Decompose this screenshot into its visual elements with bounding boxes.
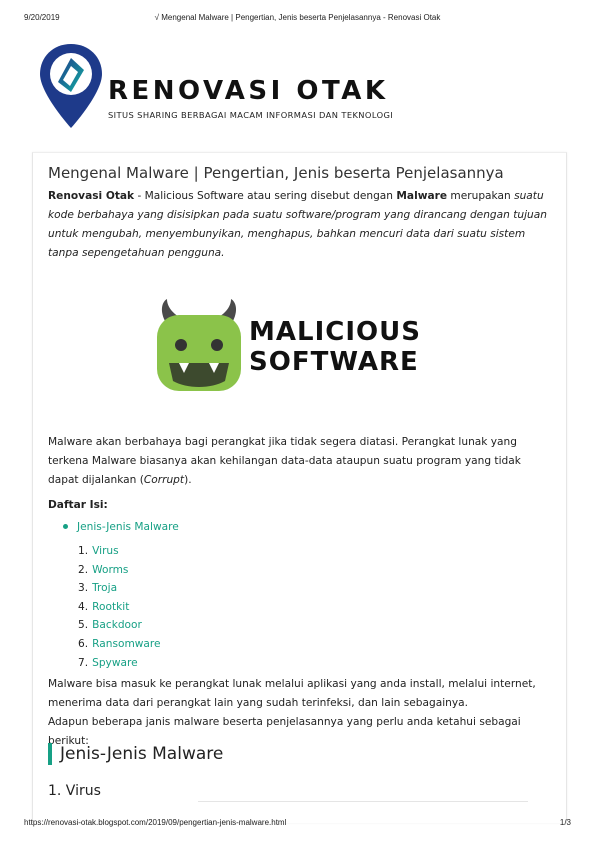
toc-item[interactable] bbox=[78, 635, 161, 654]
section-heading: Jenis-Jenis Malware bbox=[48, 743, 223, 765]
print-date: 9/20/2019 bbox=[24, 13, 60, 22]
toc-item[interactable] bbox=[78, 654, 161, 673]
paragraph-entry: Malware bisa masuk ke perangkat lunak melalui aplikasi yang anda install, melalui internet, menerima data dari perangkat lain yang sudah terinfeksi, dan lain sebagainya. bbox=[48, 678, 536, 709]
malware-term: Malware bbox=[396, 190, 448, 202]
brand-text: Renovasi Otak bbox=[48, 190, 135, 202]
site-tagline: SITUS SHARING BERBAGAI MACAM INFORMASI DAN TEKNOLOGI bbox=[108, 110, 394, 120]
toc-number: 5. bbox=[78, 619, 89, 632]
post-title: Mengenal Malware | Pengertian, Jenis beserta Penjelasannya bbox=[48, 164, 504, 182]
intro-text-1: - Malicious Software atau sering disebut dengan bbox=[134, 190, 397, 202]
paragraph-danger bbox=[48, 433, 553, 490]
toc-link-virus[interactable]: Virus bbox=[92, 545, 119, 557]
toc-item[interactable] bbox=[78, 616, 161, 635]
toc-item[interactable] bbox=[78, 561, 161, 580]
toc-item[interactable] bbox=[78, 598, 161, 617]
toc-link-worms[interactable]: Worms bbox=[92, 563, 129, 576]
intro-paragraph bbox=[48, 187, 548, 263]
toc-link-spyware[interactable]: Spyware bbox=[92, 656, 138, 669]
corrupt-italic: Corrupt bbox=[143, 474, 185, 486]
paragraph-danger-end: ). bbox=[184, 474, 192, 486]
toc-link-troja[interactable]: Troja bbox=[92, 582, 118, 595]
print-page-number: 1/3 bbox=[559, 818, 571, 827]
intro-italic: suatu kode berbahaya yang disisipkan pada suatu software/program yang dirancang dengan tujuan untuk mengubah, menyembunyikan, menghapus, bahkan mencuri data dari suatu sistem tanpa sepengetahuan pengguna. bbox=[48, 190, 547, 259]
toc-section-link[interactable] bbox=[63, 521, 179, 533]
print-url: https://renovasi-otak.blogspot.com/2019/09/pengertian-jenis-malware.html bbox=[24, 818, 287, 827]
toc-number: 4. bbox=[78, 600, 89, 613]
site-name: RENOVASI OTAK bbox=[108, 76, 389, 106]
toc-list bbox=[78, 542, 161, 672]
location-pin-logo-icon bbox=[38, 42, 104, 130]
toc-item[interactable] bbox=[78, 579, 161, 598]
toc-number: 2. bbox=[78, 563, 89, 576]
toc-title: Daftar Isi: bbox=[48, 499, 108, 511]
hero-line-2: SOFTWARE bbox=[249, 347, 419, 377]
article-card bbox=[32, 152, 567, 823]
toc-link-ransomware[interactable]: Ransomware bbox=[92, 637, 161, 650]
divider bbox=[198, 801, 528, 802]
hero-image bbox=[151, 299, 451, 399]
toc-number: 3. bbox=[78, 582, 89, 595]
toc-section-label[interactable]: Jenis-Jenis Malware bbox=[77, 521, 179, 533]
toc-link-backdoor[interactable]: Backdoor bbox=[92, 619, 142, 632]
bullet-icon bbox=[63, 524, 68, 529]
toc-link-rootkit[interactable]: Rootkit bbox=[92, 600, 130, 613]
subheading-virus: 1. Virus bbox=[48, 783, 101, 799]
toc-number: 6. bbox=[78, 637, 89, 650]
paragraph-danger-text: Malware akan berbahaya bagi perangkat jika tidak segera diatasi. Perangkat lunak yang terkena Malware biasanya akan kehilangan data-data ataupun suatu program yang tidak dapat dijalankan ( bbox=[48, 436, 521, 486]
hero-line-1: MALICIOUS bbox=[249, 317, 421, 347]
toc-number: 7. bbox=[78, 656, 89, 669]
site-logo[interactable] bbox=[38, 42, 438, 142]
toc-item[interactable] bbox=[78, 542, 161, 561]
intro-text-2: merupakan bbox=[447, 190, 515, 202]
toc-number: 1. bbox=[78, 545, 89, 557]
paragraph-types-intro: Adapun beberapa janis malware beserta penjelasannya yang perlu anda ketahui sebagai berikut: bbox=[48, 716, 521, 747]
android-devil-icon bbox=[151, 299, 247, 399]
print-page-title: √ Mengenal Malware | Pengertian, Jenis beserta Penjelasannya - Renovasi Otak bbox=[154, 13, 441, 22]
